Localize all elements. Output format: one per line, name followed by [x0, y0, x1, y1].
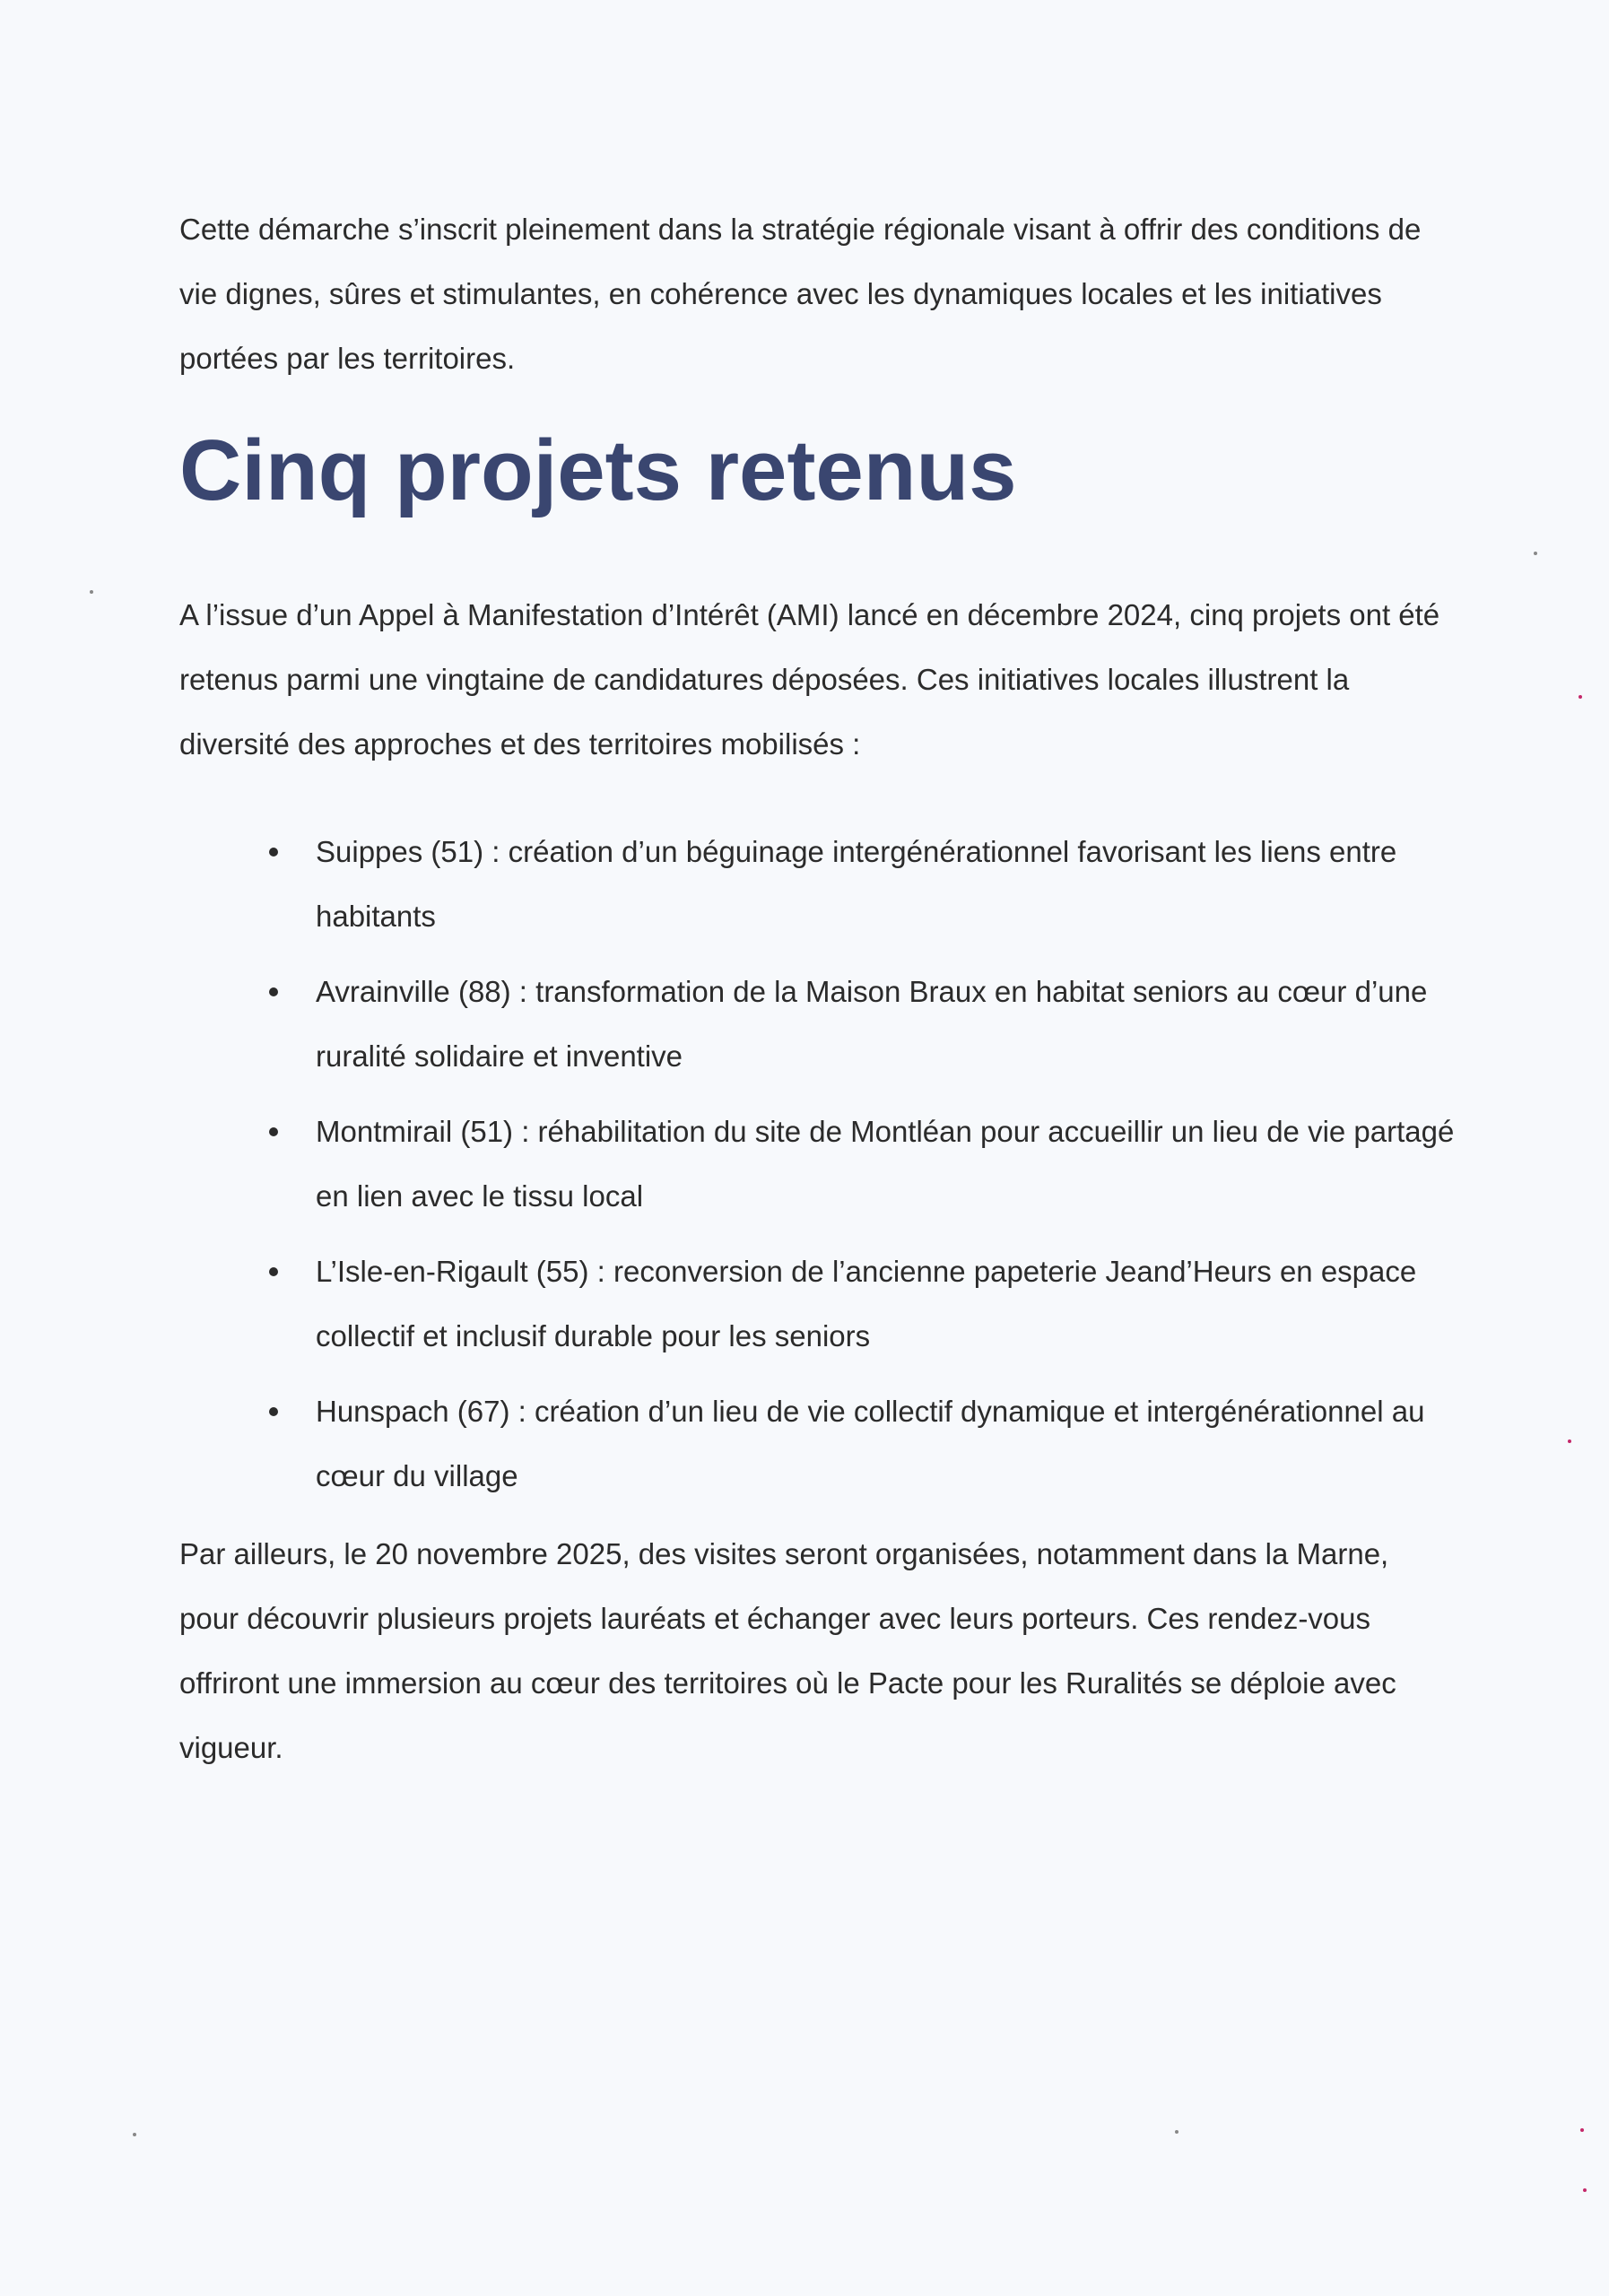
project-text: L’Isle-en-Rigault (55) : reconversion de l’ancienne papeterie Jeand’Heurs en espace collectif et inclusif durable pour les seniors: [316, 1255, 1417, 1352]
scan-speck: [1568, 1439, 1571, 1443]
list-item: [316, 1100, 1482, 1229]
list-item: [316, 1379, 1482, 1509]
bullet-icon: [269, 1407, 278, 1416]
scan-speck: [1579, 695, 1582, 699]
bullet-icon: [269, 848, 278, 857]
intro-paragraph: Cette démarche s’inscrit pleinement dans la stratégie régionale visant à offrir des conditions de vie dignes, sûres et stimulantes, en cohérence avec les dynamiques locales et les initiatives portées par les territoires.: [179, 213, 1422, 375]
scan-speck: [133, 2133, 136, 2136]
bullet-icon: [269, 1127, 278, 1136]
project-text: Avrainville (88) : transformation de la Maison Braux en habitat seniors au cœur d’une ruralité solidaire et inventive: [316, 975, 1428, 1073]
lead-paragraph: A l’issue d’un Appel à Manifestation d’Intérêt (AMI) lancé en décembre 2024, cinq projets ont été retenus parmi une vingtaine de candidatures déposées. Ces initiatives locales illustrent la diversité des approches et des territoires mobilisés :: [179, 598, 1440, 761]
scan-speck: [1580, 2128, 1584, 2132]
scan-speck: [1534, 552, 1537, 555]
list-item: [316, 820, 1482, 949]
bullet-icon: [269, 987, 278, 996]
scan-speck: [1175, 2130, 1178, 2134]
scan-speck: [90, 590, 93, 594]
list-item: [316, 1239, 1482, 1369]
list-item: [316, 960, 1482, 1089]
bullet-icon: [269, 1267, 278, 1276]
project-text: Hunspach (67) : création d’un lieu de vie collectif dynamique et intergénérationnel au cœur du village: [316, 1395, 1425, 1492]
project-text: Suippes (51) : création d’un béguinage intergénérationnel favorisant les liens entre habitants: [316, 835, 1397, 933]
scan-speck: [1583, 2188, 1587, 2192]
project-text: Montmirail (51) : réhabilitation du site de Montléan pour accueillir un lieu de vie partagé en lien avec le tissu local: [316, 1115, 1455, 1213]
section-heading: Cinq projets retenus: [179, 422, 1017, 518]
closing-paragraph: Par ailleurs, le 20 novembre 2025, des visites seront organisées, notamment dans la Marne, pour découvrir plusieurs projets lauréats et échanger avec leurs porteurs. Ces rendez-vous offriront une immersion au cœur des territoires où le Pacte pour les Ruralités se déploie avec vigueur.: [179, 1537, 1396, 1764]
projects-list: [316, 820, 1482, 1519]
